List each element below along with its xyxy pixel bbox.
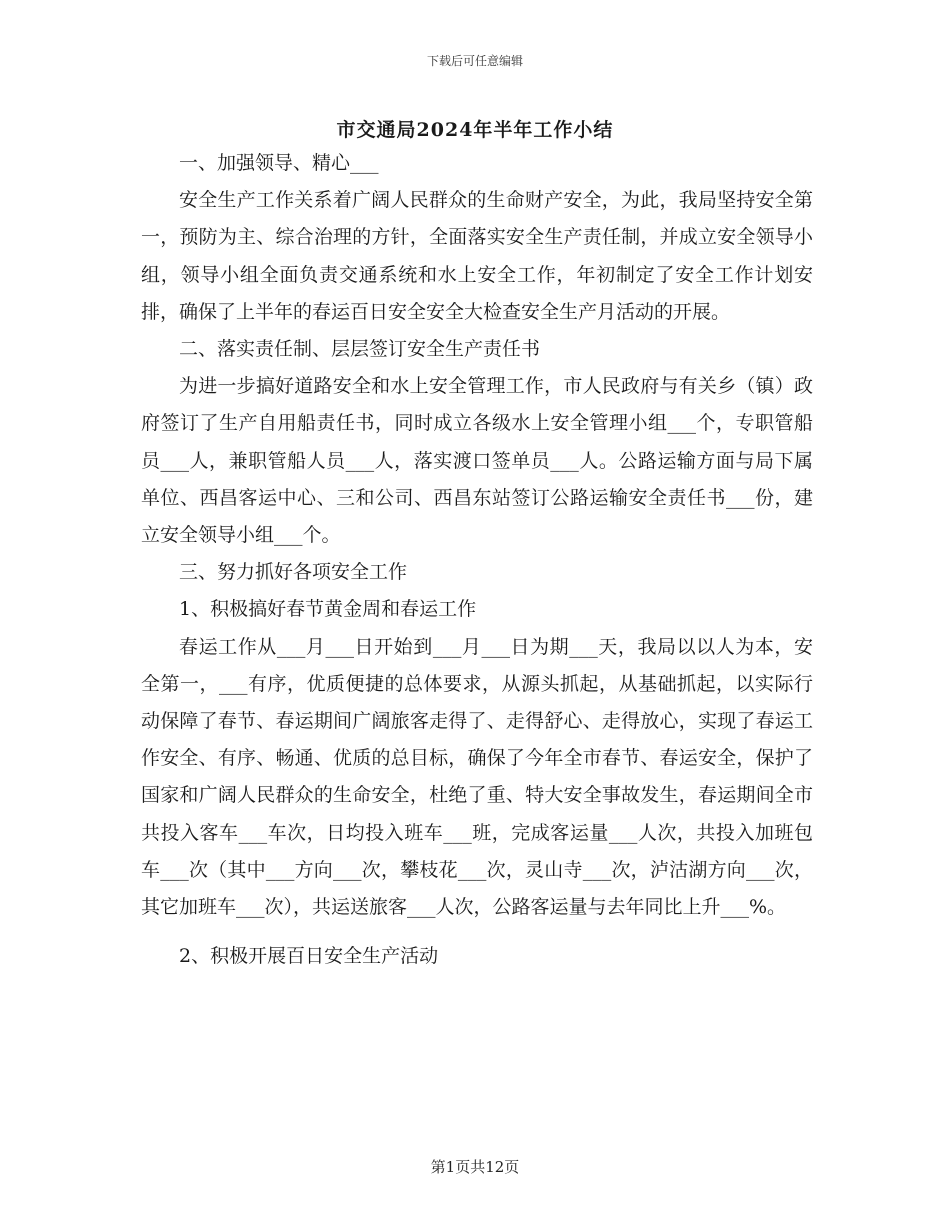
page-number: 第1页共12页 — [430, 1158, 520, 1176]
header-note: 下载后可任意编辑 — [426, 54, 523, 68]
document-title: 市交通局2024年半年工作小结 — [336, 119, 614, 141]
section-heading-2: 二、落实责任制、层层签订安全生产责任书 — [179, 338, 541, 361]
section-heading-1: 一、加强领导、精心___ — [179, 152, 379, 174]
paragraph-2: 为进一步搞好道路安全和水上安全管理工作，市人民政府与有关乡（镇）政府签订了生产自用船责任书，同时成立各级水上安全管理小组___个，专职管船员___人，兼职管船人员___人，落实渡口签单员___人。公路运输方面与局下属单位、西昌客运中心、三和公司、西昌东站签订公路运输安全责任书___份，建立安全领导小组___个。 — [141, 375, 813, 547]
paragraph-1: 安全生产工作关系着广阔人民群众的生命财产安全，为此，我局坚持安全第一，预防为主、综合治理的方针，全面落实安全生产责任制，并成立安全领导小组，领导小组全面负责交通系统和水上安全工作，年初制定了安全工作计划安排，确保了上半年的春运百日安全安全大检查安全生产月活动的开展。 — [141, 189, 813, 323]
section-heading-3: 三、努力抓好各项安全工作 — [179, 561, 408, 584]
document-body — [141, 145, 813, 975]
subheading-3-2: 2、积极开展百日安全生产活动 — [179, 945, 439, 968]
paragraph-3-1: 春运工作从___月___日开始到___月___日为期___天，我局以以人为本，安全第一，___有序，优质便捷的总体要求，从源头抓起，从基础抓起，以实际行动保障了春节、春运期间广阔旅客走得了、走得舒心、走得放心，实现了春运工作安全、有序、畅通、优质的总目标，确保了今年全市春节、春运安全，保护了国家和广阔人民群众的生命安全，杜绝了重、特大安全事故发生，春运期间全市共投入客车___车次，日均投入班车___班，完成客运量___人次，共投入加班包车___次（其中___方向___次，攀枝花___次，灵山寺___次，泸沽湖方向___次，其它加班车___次），共运送旅客___人次，公路客运量与去年同比上升___%。 — [141, 635, 813, 919]
subheading-3-1: 1、积极搞好春节黄金周和春运工作 — [179, 598, 477, 621]
